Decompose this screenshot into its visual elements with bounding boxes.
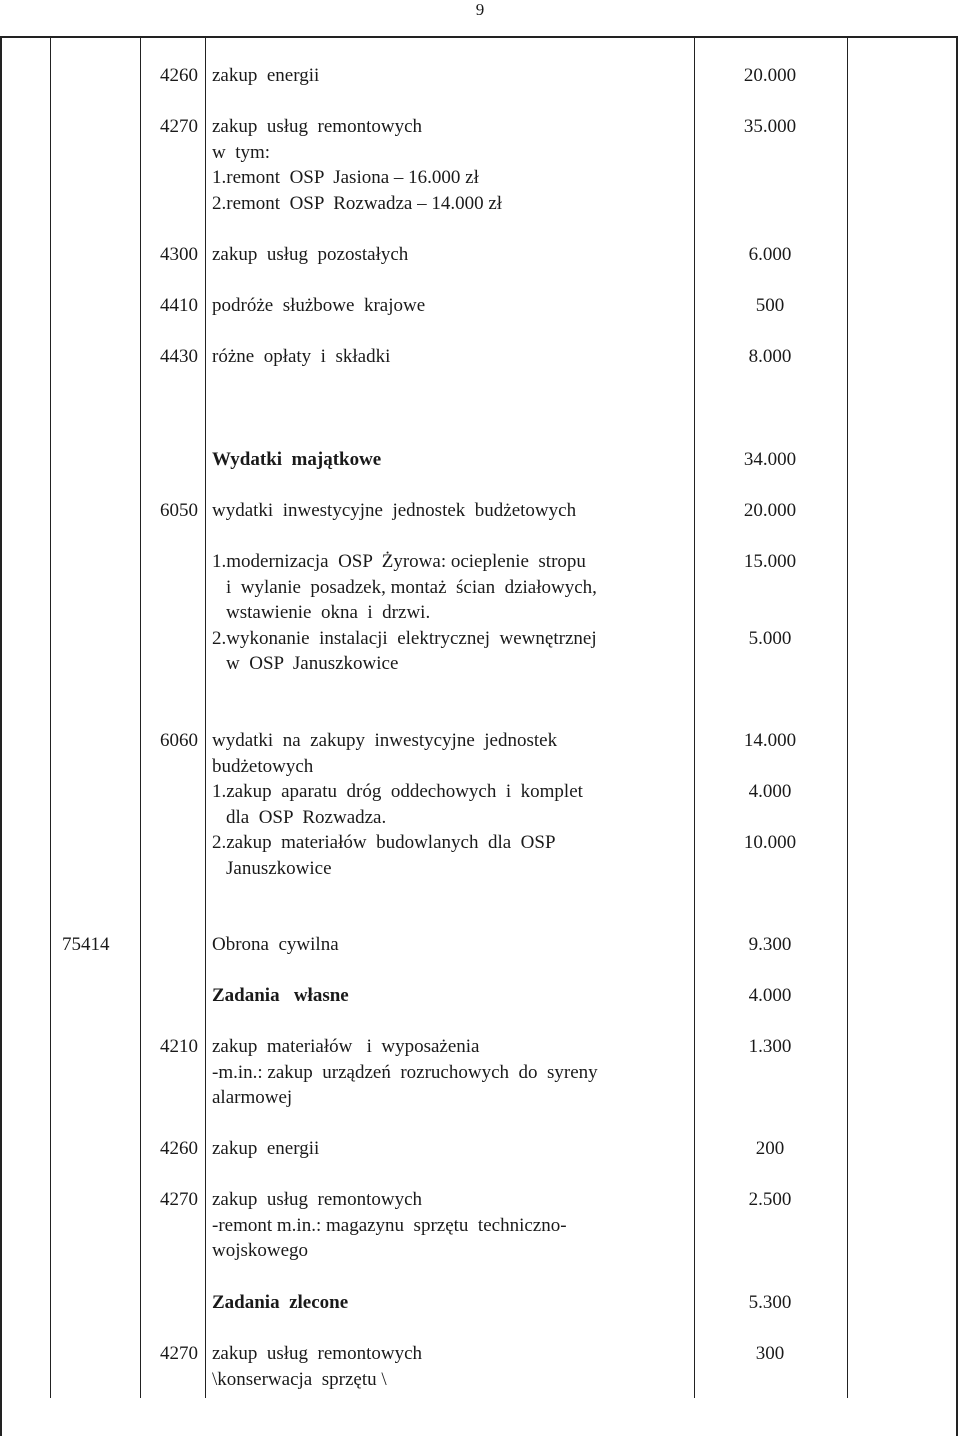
description-line: zakup usług remontowych (212, 1189, 423, 1210)
description-line: zakup materiałów i wyposażenia (212, 1036, 480, 1057)
amount: 4.000 (748, 781, 792, 802)
column-divider-4 (694, 38, 695, 1398)
paragraph-code: 4270 (160, 1189, 198, 1210)
description-line: 2.zakup materiałów budowlanych dla OSP (212, 832, 556, 853)
description-line: 1.modernizacja OSP Żyrowa: ocieplenie stropu (212, 551, 586, 572)
description-line: podróże służbowe krajowe (212, 295, 426, 316)
description-line: i wylanie posadzek, montaż ścian działowych, (226, 576, 597, 598)
amount: 8.000 (748, 346, 792, 367)
amount: 10.000 (743, 832, 797, 853)
paragraph-code: 4210 (160, 1036, 198, 1057)
amount: 4.000 (748, 985, 792, 1006)
amount: 20.000 (743, 500, 797, 521)
description-line: zakup energii (212, 1138, 320, 1159)
amount: 6.000 (748, 244, 792, 265)
paragraph-code: 4300 (160, 244, 198, 265)
section-code: 75414 (62, 934, 110, 955)
amount (700, 600, 840, 626)
description-line: -remont m.in.: magazynu sprzętu techniczno- (212, 1214, 567, 1236)
amount: 5.300 (748, 1292, 792, 1313)
description-line: \konserwacja sprzętu \ (212, 1368, 387, 1390)
description-line: 2.wykonanie instalacji elektrycznej wewnętrznej (212, 627, 597, 649)
amount: 200 (755, 1138, 785, 1159)
description-line: dla OSP Rozwadza. (226, 806, 387, 828)
amount: 300 (755, 1343, 785, 1364)
description-line: zakup usług remontowych (212, 116, 423, 137)
amount: 35.000 (743, 116, 797, 137)
description-line: różne opłaty i składki (212, 346, 391, 367)
description-line: wstawienie okna i drzwi. (226, 602, 431, 623)
column-divider-1 (50, 38, 51, 1398)
description-line: w tym: (212, 141, 271, 163)
paragraph-code: 4260 (160, 65, 198, 86)
column-divider-3 (205, 38, 206, 1398)
description-line: Januszkowice (226, 857, 332, 879)
amount: 15.000 (743, 551, 797, 572)
amount: 14.000 (743, 730, 797, 751)
amount: 1.300 (748, 1036, 792, 1057)
description-line: budżetowych (212, 755, 314, 777)
paragraph-code: 4410 (160, 295, 198, 316)
amount (700, 805, 840, 831)
paragraph-code: 4270 (160, 116, 198, 137)
paragraph-code: 4260 (160, 1138, 198, 1159)
description-line: w OSP Januszkowice (226, 653, 399, 674)
description-line: wydatki inwestycyjne jednostek budżetowych (212, 500, 577, 521)
amount (700, 754, 840, 780)
amount: 20.000 (743, 65, 797, 86)
amount: 9.300 (748, 934, 792, 955)
description-line: Obrona cywilna (212, 934, 339, 955)
amount: 5.000 (748, 627, 792, 649)
page-number: 9 (475, 0, 485, 19)
amount: 500 (755, 295, 785, 316)
description-line: 1.remont OSP Jasiona – 16.000 zł (212, 167, 479, 188)
paragraph-code: 6050 (160, 500, 198, 521)
description-line: alarmowej (212, 1087, 293, 1108)
description-line: zakup usług remontowych (212, 1343, 423, 1364)
description-line: zakup energii (212, 65, 320, 86)
paragraph-code: 4270 (160, 1343, 198, 1364)
amount: 2.500 (748, 1189, 792, 1210)
amount: 34.000 (743, 449, 797, 470)
section-heading: Zadania własne (212, 985, 349, 1006)
description-line: -m.in.: zakup urządzeń rozruchowych do syreny (212, 1061, 598, 1083)
description-line: wojskowego (212, 1240, 309, 1261)
paragraph-code: 4430 (160, 346, 198, 367)
description-line: 2.remont OSP Rozwadza – 14.000 zł (212, 192, 503, 214)
section-heading: Wydatki majątkowe (212, 449, 382, 470)
paragraph-code: 6060 (160, 730, 198, 751)
description-line: zakup usług pozostałych (212, 244, 409, 265)
amount (700, 575, 840, 601)
section-heading: Zadania zlecone (212, 1292, 349, 1313)
description-line: wydatki na zakupy inwestycyjne jednostek (212, 730, 558, 751)
column-divider-5 (847, 38, 848, 1398)
description-line: 1.zakup aparatu dróg oddechowych i komplet (212, 781, 583, 802)
